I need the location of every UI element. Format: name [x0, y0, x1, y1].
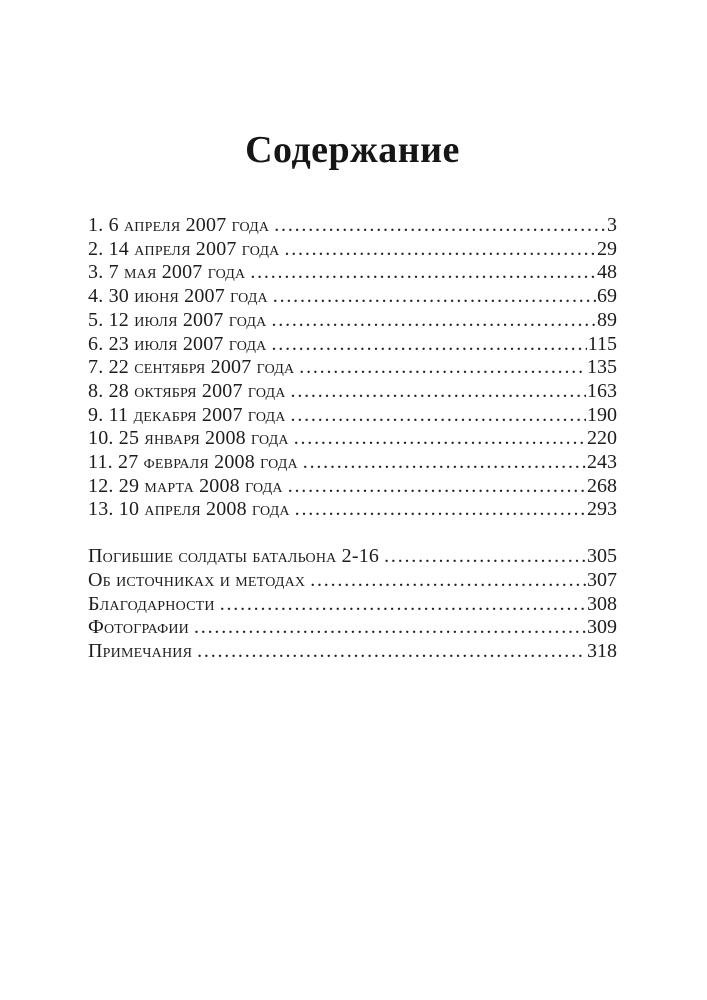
toc-row — [88, 333, 617, 357]
toc-entry-label: 2. 14 апреля 2007 года — [88, 237, 280, 260]
toc-entry-page: 29 — [597, 237, 617, 260]
dot-leader — [291, 380, 586, 404]
toc-row — [88, 451, 617, 475]
dot-leader — [284, 238, 596, 262]
dot-leader — [299, 356, 586, 380]
dot-leader — [220, 593, 586, 617]
toc-entry-page: 309 — [587, 616, 617, 639]
toc-entry-label: 1. 6 апреля 2007 года — [88, 214, 270, 236]
toc-entry-page: 89 — [597, 308, 617, 331]
dot-leader — [197, 640, 586, 664]
toc-entry-label: Об источниках и методах — [88, 568, 306, 591]
toc-entry-label: 3. 7 мая 2007 года — [88, 261, 246, 284]
toc-row — [88, 214, 617, 238]
toc-entry-label: 5. 12 июля 2007 года — [88, 308, 267, 331]
toc-entry-label: 11. 27 февраля 2008 года — [88, 451, 298, 474]
toc-entry-label: Благодарности — [88, 592, 215, 615]
toc-row — [88, 309, 617, 333]
toc-entry-label: 13. 10 апреля 2008 года — [88, 498, 290, 521]
page-title: Содержание — [245, 129, 460, 171]
back-matter-list — [88, 545, 617, 664]
toc-entry-page: 3 — [607, 214, 617, 236]
toc-entry-page: 318 — [587, 639, 617, 662]
table-of-contents — [88, 214, 617, 664]
toc-row — [88, 261, 617, 285]
toc-row — [88, 285, 617, 309]
toc-entry-page: 308 — [587, 592, 617, 615]
toc-entry-label: Примечания — [88, 639, 193, 662]
toc-row — [88, 593, 617, 617]
toc-entry-page: 293 — [587, 498, 617, 521]
toc-entry-page: 220 — [587, 427, 617, 450]
toc-entry-label: 7. 22 сентября 2007 года — [88, 356, 295, 379]
toc-entry-label: Погибшие солдаты батальона 2-16 — [88, 545, 380, 568]
toc-row — [88, 545, 617, 569]
toc-row — [88, 475, 617, 499]
toc-entry-page: 48 — [597, 261, 617, 284]
toc-entry-page: 305 — [587, 545, 617, 568]
toc-entry-page: 135 — [587, 356, 617, 379]
toc-entry-label: 12. 29 марта 2008 года — [88, 474, 283, 497]
toc-entry-page: 243 — [587, 451, 617, 474]
dot-leader — [303, 451, 586, 475]
dot-leader — [273, 285, 596, 309]
toc-entry-page: 163 — [587, 379, 617, 402]
toc-entry-page: 69 — [597, 285, 617, 308]
toc-row — [88, 427, 617, 451]
dot-leader — [295, 498, 586, 522]
toc-row — [88, 616, 617, 640]
toc-entry-page: 115 — [587, 332, 617, 355]
dot-leader — [274, 214, 606, 238]
toc-entry-page: 307 — [587, 568, 617, 591]
dot-leader — [271, 309, 596, 333]
toc-entry-label: 4. 30 июня 2007 года — [88, 285, 268, 308]
dot-leader — [310, 569, 586, 593]
toc-entry-label: Фотографии — [88, 616, 189, 639]
chapter-list — [88, 214, 617, 522]
dot-leader — [291, 404, 586, 428]
dot-leader — [250, 261, 596, 285]
toc-row — [88, 569, 617, 593]
toc-row — [88, 238, 617, 262]
toc-row — [88, 356, 617, 380]
dot-leader — [384, 545, 586, 569]
toc-entry-label: 10. 25 января 2008 года — [88, 427, 289, 450]
toc-entry-page: 190 — [587, 403, 617, 426]
dot-leader — [288, 475, 586, 499]
toc-entry-page: 268 — [587, 474, 617, 497]
toc-row — [88, 380, 617, 404]
dot-leader — [294, 427, 586, 451]
toc-row — [88, 640, 617, 664]
toc-row — [88, 498, 617, 522]
toc-entry-label: 6. 23 июля 2007 года — [88, 332, 267, 355]
toc-row — [88, 404, 617, 428]
toc-entry-label: 8. 28 октября 2007 года — [88, 379, 286, 402]
dot-leader — [271, 333, 586, 357]
dot-leader — [194, 616, 586, 640]
toc-entry-label: 9. 11 декабря 2007 года — [88, 403, 286, 426]
